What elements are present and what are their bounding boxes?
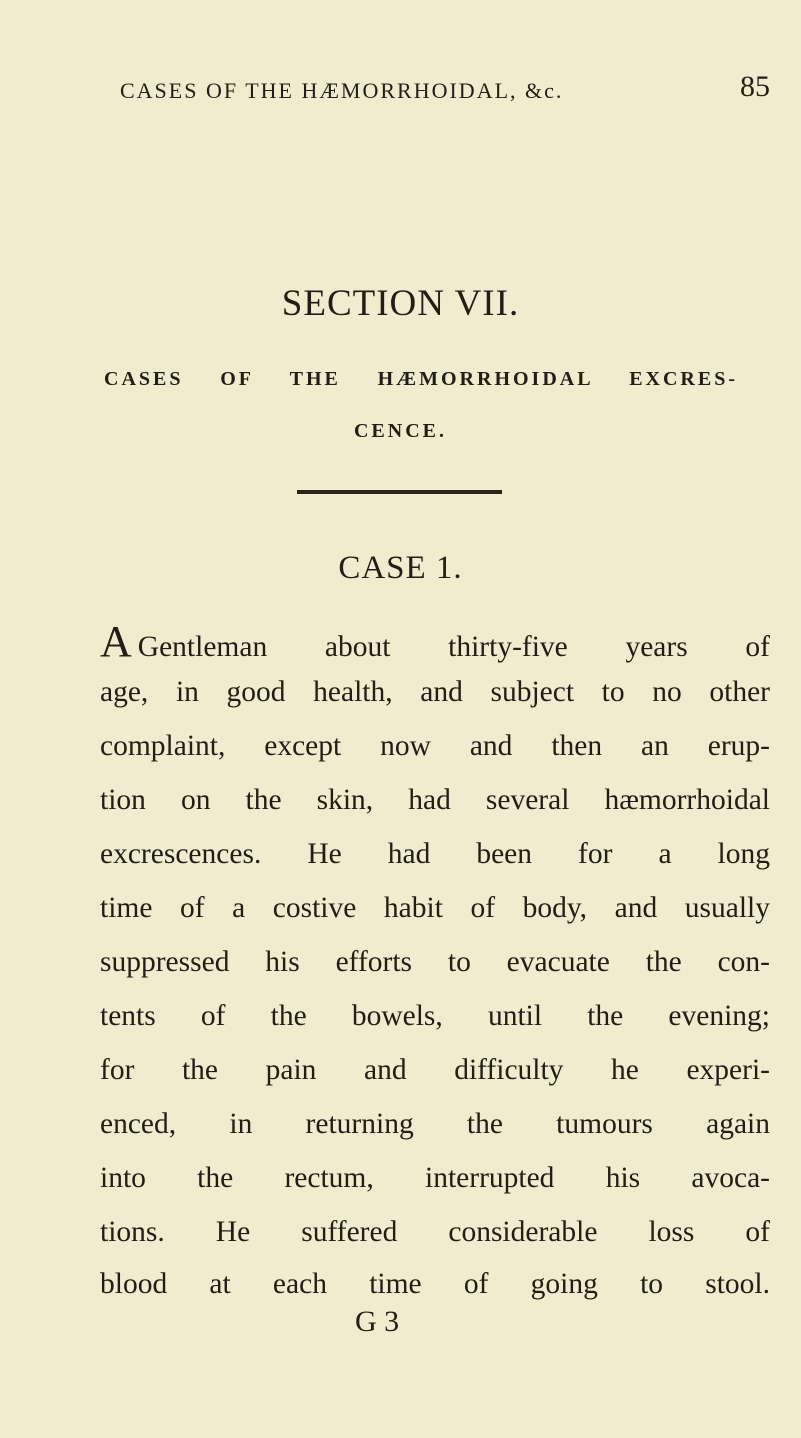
- page-number: 85: [740, 70, 770, 103]
- running-head-title: CASES OF THE HÆMORRHOIDAL, &c.: [120, 78, 564, 103]
- body-line: tions. He suffered considerable loss of: [100, 1216, 770, 1248]
- running-head: [120, 70, 770, 104]
- section-subtitle-line-2: CENCE.: [353, 420, 447, 442]
- signature-mark: G 3: [355, 1305, 400, 1338]
- case-title: CASE 1.: [338, 550, 463, 586]
- section-title: SECTION VII.: [281, 283, 520, 324]
- body-line: for the pain and difficulty he experi-: [100, 1054, 770, 1086]
- body-line: excrescences. He had been for a long: [100, 838, 770, 870]
- body-line: tion on the skin, had several hæmorrhoidal: [100, 784, 770, 816]
- divider-rule: [297, 490, 502, 494]
- body-line: into the rectum, interrupted his avoca-: [100, 1162, 770, 1194]
- body-line: time of a costive habit of body, and usually: [100, 892, 770, 924]
- body-line: enced, in returning the tumours again: [100, 1108, 770, 1140]
- body-line: complaint, except now and then an erup-: [100, 730, 770, 762]
- body-line-1: [100, 616, 770, 667]
- body-line: blood at each time of going to stool.: [100, 1268, 770, 1300]
- body-line: age, in good health, and subject to no other: [100, 676, 770, 708]
- body-line: suppressed his efforts to evacuate the con-: [100, 946, 770, 978]
- body-line: tents of the bowels, until the evening;: [100, 1000, 770, 1032]
- drop-cap: A: [100, 617, 132, 666]
- body-text: Gentleman about thirty-five years of: [137, 631, 770, 663]
- section-subtitle-line-1: CASES OF THE HÆMORRHOIDAL EXCRES-: [104, 368, 738, 390]
